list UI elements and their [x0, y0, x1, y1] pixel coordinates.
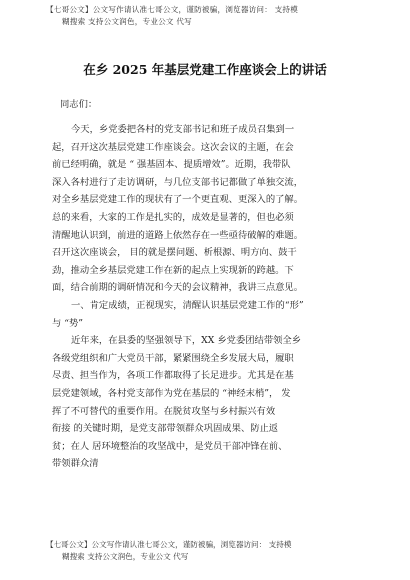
header-line-2: 糊搜索 支持公文润色，专业公文 代写 — [62, 16, 192, 26]
body-line: 尽责、担当作为，各项工作都取得了长足进步。尤其是在基 — [52, 370, 294, 382]
body-line: 总的来看，大家的工作是扎实的，成效是显著的，但也必须 — [52, 211, 294, 223]
body-line: 衔接 的关键时期，是党支部带领群众巩固成果、防止返 — [52, 423, 279, 435]
body-line: 今天，乡党委把各村的党支部书记和班子成员召集到一 — [71, 124, 295, 135]
body-line: 挥了不可替代的重要作用。在脱贫攻坚与乡村振兴有效 — [52, 405, 276, 417]
body-line: 深入各村进行了走访调研，与几位支部书记都做了单独交流， — [52, 176, 304, 188]
body-line: 带领群众清 — [52, 458, 99, 470]
body-line: 各级党组织和广大党员干部，紧紧围绕全乡发展大局，履职 — [52, 352, 294, 364]
footer-line-2: 糊搜索 支持公文润色，专业公文 代写 — [62, 551, 189, 561]
body-line: 前已经明确，就是 “ 强基固本、提质增效”。近期，我带队 — [52, 159, 291, 171]
body-line: 贫；在人 居环境整治的攻坚战中，是党员干部冲锋在前、 — [52, 440, 288, 452]
body-line: 层党建领域，各村党支部作为党在基层的 “神经末梢”， 发 — [52, 387, 291, 399]
body-line: 清醒地认识到，前进的道路上依然存在一些亟待破解的难题。 — [52, 229, 304, 241]
body-line: 面，结合前期的调研情况和今天的会议精神，我讲三点意见。 — [52, 282, 304, 294]
body-line: 召开这次座谈会， 目的就是摆问题、析根源、明方向、鼓干 — [52, 247, 297, 259]
footer-line-1: 【七哥公文】公文写作请认准七哥公文，谨防被骗，浏览器访问： 支持模 — [46, 540, 292, 549]
document-body — [52, 121, 362, 473]
document-title: 在乡 2025 年基层党建工作座谈会上的讲话 — [83, 62, 327, 77]
page-header — [46, 4, 376, 27]
body-line: 劲，推动全乡基层党建工作在新的起点上实现新的跨越。下 — [52, 264, 294, 276]
header-line-1: 【七哥公文】公文写作请认准七哥公文，谨防被骗，浏览器访问： 支持模 — [46, 5, 299, 14]
body-line: 对全乡基层党建工作的现状有了一个更直观、更深入的了解。 — [52, 194, 304, 206]
page-footer — [46, 539, 376, 562]
salutation: 同志们： — [60, 99, 98, 110]
section-heading-cont: 与 “势” — [52, 317, 84, 329]
body-line: 起，召开这次基层党建工作座谈会。这次会议的主题，在会 — [52, 141, 294, 153]
body-line: 近年来，在县委的坚强领导下，XX 乡党委团结带领全乡 — [71, 335, 302, 347]
section-heading: 一、肯定成绩，正视现实，清醒认识基层党建工作的“形” — [71, 299, 304, 311]
